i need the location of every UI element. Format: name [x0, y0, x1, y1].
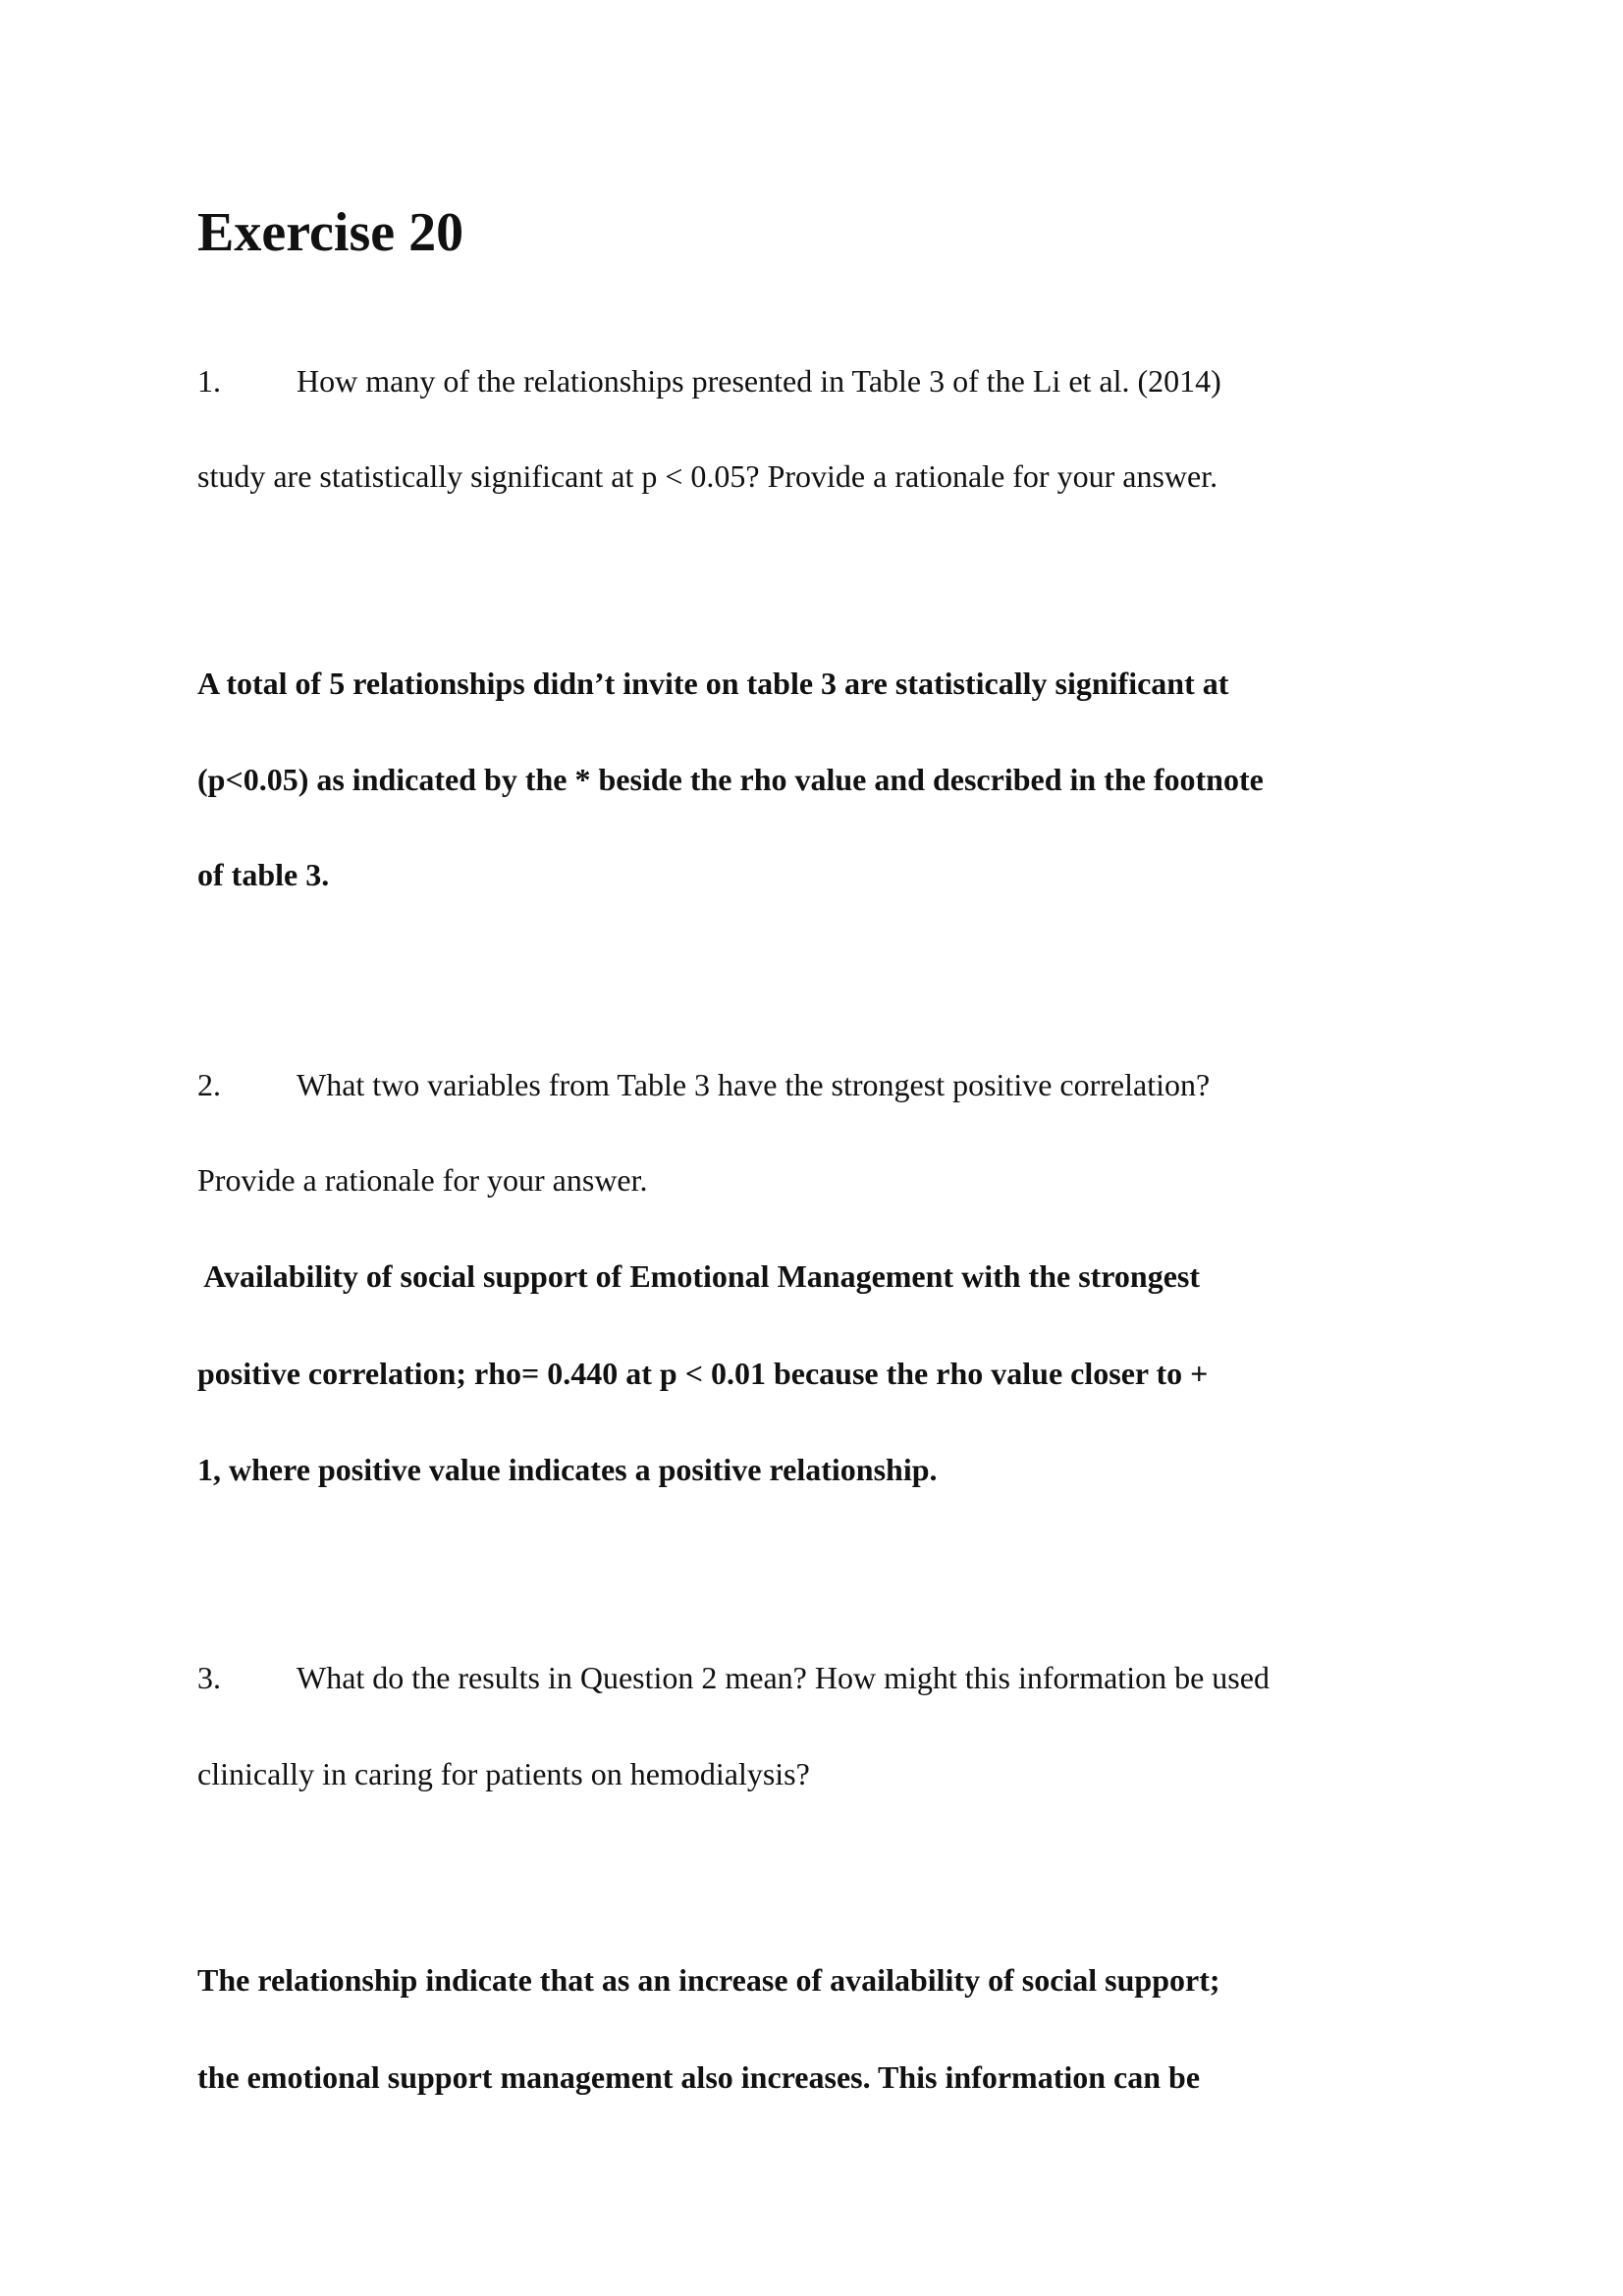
answer-text: The relationship indicate that as an increase of availability of social support; — [197, 1962, 1220, 1998]
page-title: Exercise 20 — [197, 202, 464, 263]
question-3 — [197, 1658, 1270, 1697]
answer-text: positive correlation; rho= 0.440 at p < 0.01 because the rho value closer to + — [197, 1356, 1209, 1391]
question-text: study are statistically significant at p < 0.05? Provide a rationale for your answer. — [197, 458, 1218, 494]
answer-text: A total of 5 relationships didn’t invite on table 3 are statistically significant at — [197, 666, 1229, 701]
answer-text: Availability of social support of Emotional Management with the strongest — [197, 1258, 1201, 1294]
question-1 — [197, 361, 1221, 400]
answer-text: (p<0.05) as indicated by the * beside the rho value and described in the footnote — [197, 762, 1264, 797]
question-2 — [197, 1065, 1210, 1104]
question-text: How many of the relationships presented in Table 3 of the Li et al. (2014) — [297, 363, 1221, 399]
question-number: 3. — [197, 1660, 221, 1695]
question-text: What two variables from Table 3 have the strongest positive correlation? — [297, 1067, 1211, 1102]
question-number: 2. — [197, 1067, 221, 1102]
question-text: clinically in caring for patients on hemodialysis? — [197, 1756, 810, 1791]
question-number: 1. — [197, 363, 221, 399]
answer-text: 1, where positive value indicates a positive relationship. — [197, 1452, 938, 1487]
question-text: Provide a rationale for your answer. — [197, 1162, 648, 1198]
question-text: What do the results in Question 2 mean? How might this information be used — [297, 1660, 1270, 1695]
answer-text: of table 3. — [197, 857, 330, 892]
answer-text: the emotional support management also increases. This information can be — [197, 2059, 1201, 2095]
